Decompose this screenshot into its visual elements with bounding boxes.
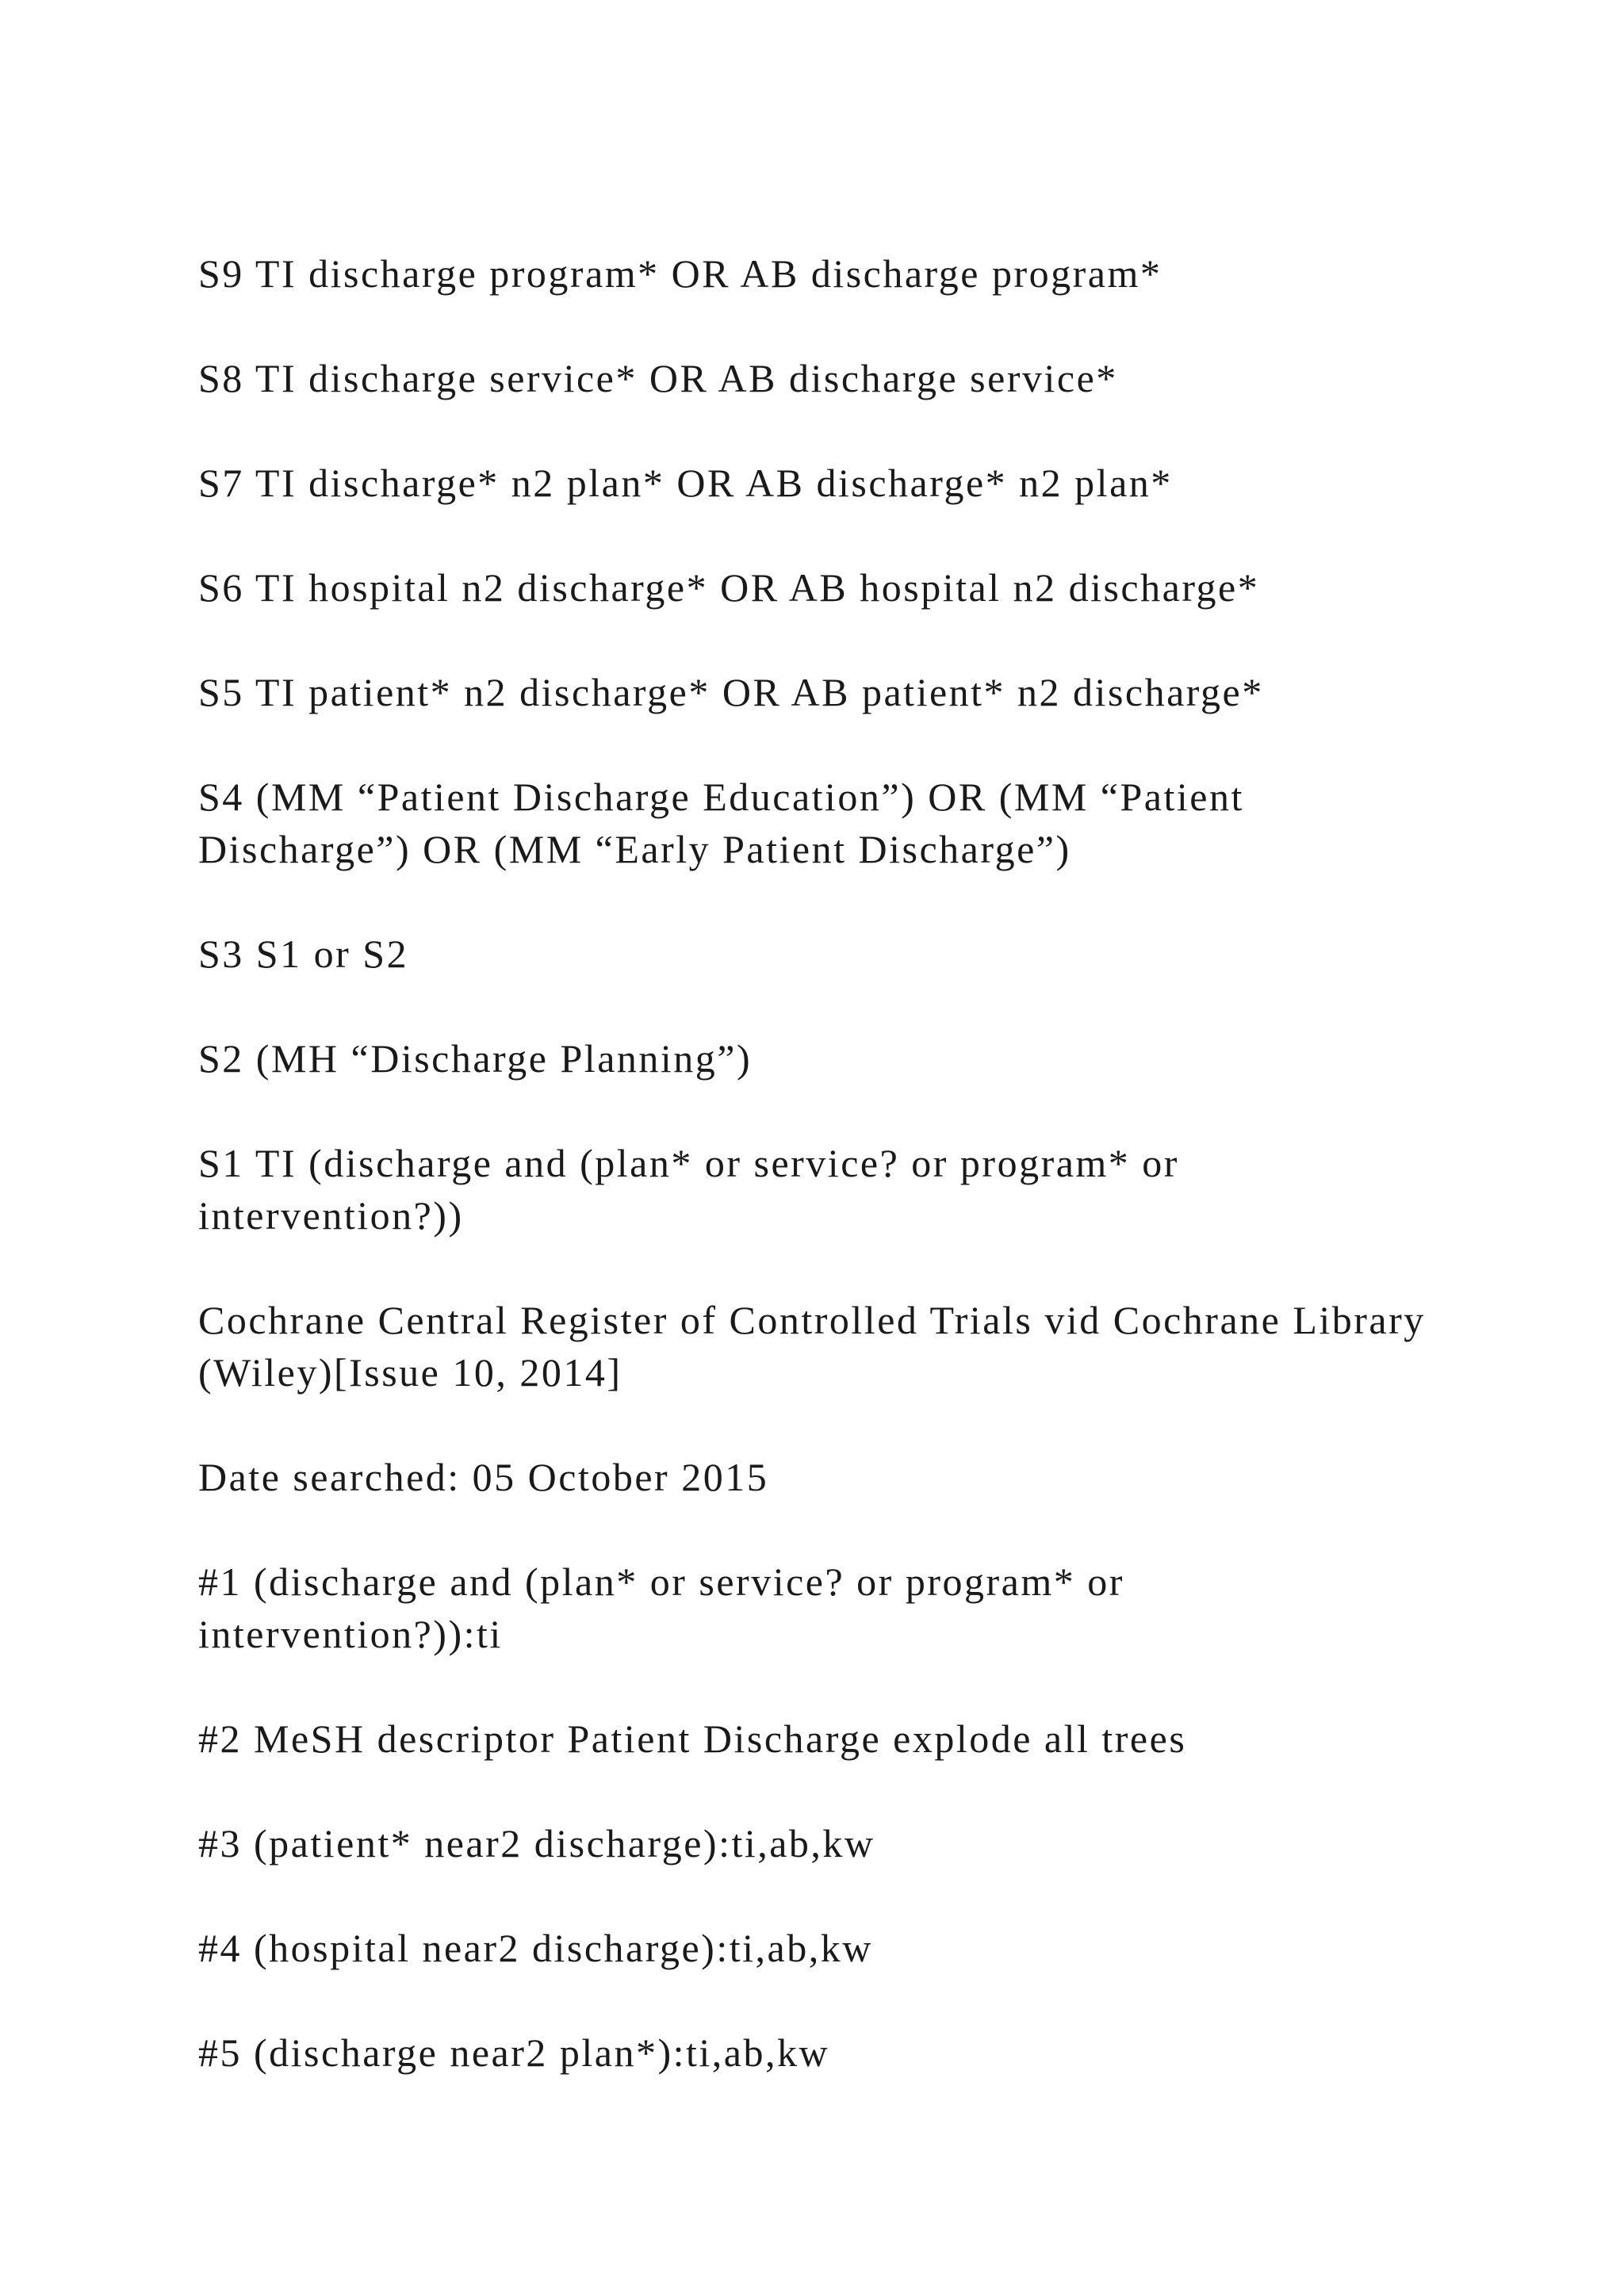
search-line-4: #4 (hospital near2 discharge):ti,ab,kw: [198, 1926, 873, 1970]
search-line-2: #2 MeSH descriptor Patient Discharge explode all trees: [198, 1716, 1187, 1761]
search-line-s3: S3 S1 or S2: [198, 932, 409, 976]
search-line-5: #5 (discharge near2 plan*):ti,ab,kw: [198, 2030, 830, 2075]
search-line-s9: S9 TI discharge program* OR AB discharge program*: [198, 251, 1162, 296]
search-line-s7: S7 TI discharge* n2 plan* OR AB discharge* n2 plan*: [198, 461, 1173, 505]
search-line-s8: S8 TI discharge service* OR AB discharge service*: [198, 356, 1118, 400]
database-heading: Cochrane Central Register of Controlled Trials vid Cochrane Library (Wiley)[Issue 10, 2014]: [198, 1298, 1426, 1395]
date-searched: Date searched: 05 October 2015: [198, 1455, 769, 1499]
search-line-1: #1 (discharge and (plan* or service? or program* or intervention?)):ti: [198, 1559, 1124, 1656]
search-line-s5: S5 TI patient* n2 discharge* OR AB patient* n2 discharge*: [198, 670, 1264, 714]
search-line-s2: S2 (MH “Discharge Planning”): [198, 1036, 753, 1081]
search-line-s6: S6 TI hospital n2 discharge* OR AB hospital n2 discharge*: [198, 565, 1260, 610]
search-line-s4: S4 (MM “Patient Discharge Education”) OR (MM “Patient Discharge”) OR (MM “Early Patient Discharge”): [198, 775, 1244, 871]
search-line-s1: S1 TI (discharge and (plan* or service? or program* or intervention?)): [198, 1141, 1179, 1238]
search-line-3: #3 (patient* near2 discharge):ti,ab,kw: [198, 1821, 875, 1866]
search-strategy-text: [198, 247, 1435, 2079]
